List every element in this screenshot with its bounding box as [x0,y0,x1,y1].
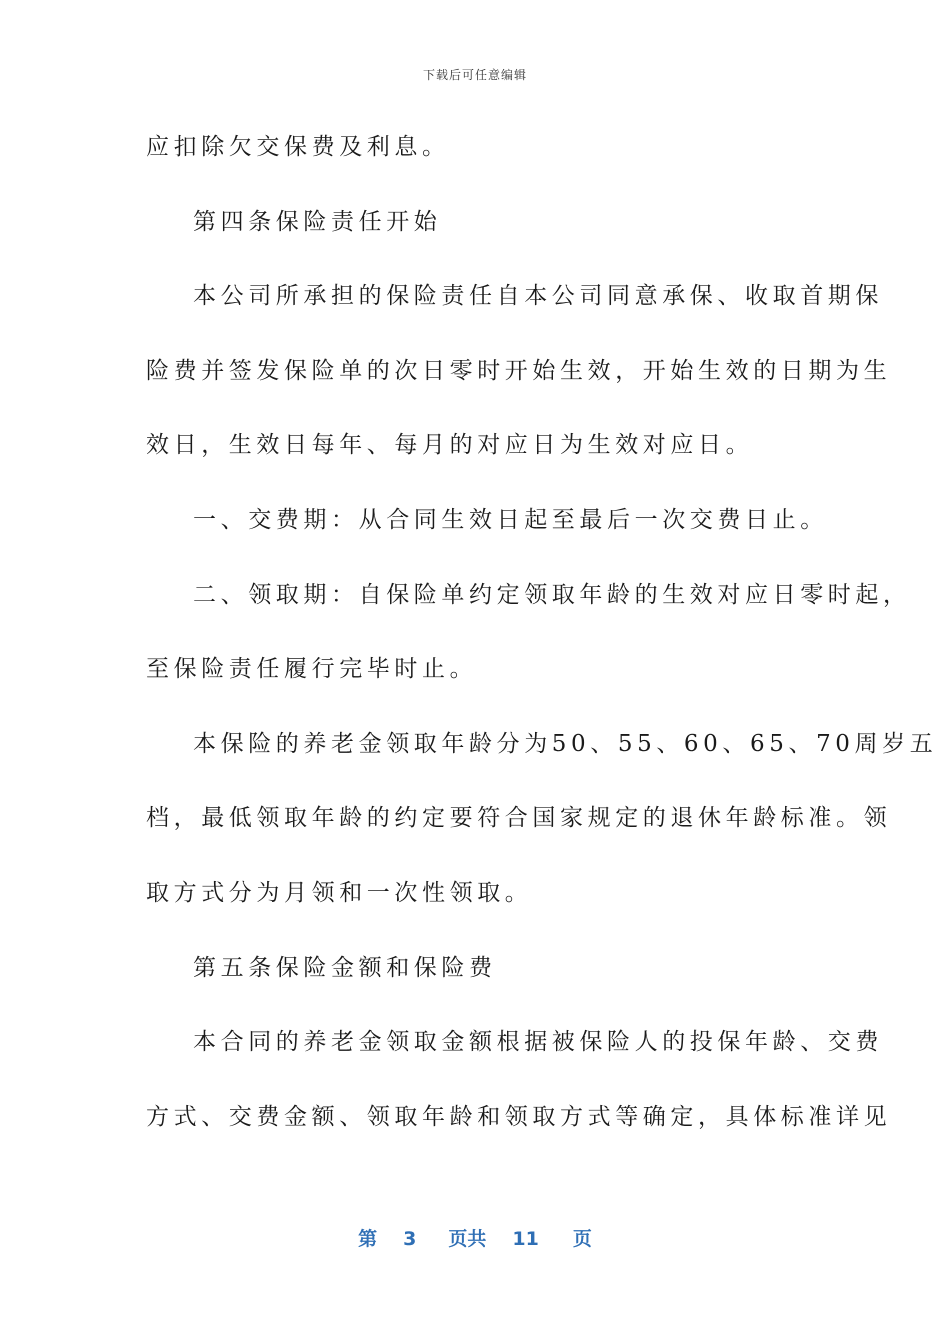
text-line: 方式、交费金额、领取年龄和领取方式等确定，具体标准详见 [146,1103,892,1130]
text-line: 本保险的养老金领取年龄分为50、55、60、65、70周岁五 [193,730,938,757]
text-line: 险费并签发保险单的次日零时开始生效，开始生效的日期为生 [146,357,892,384]
page-footer [0,1224,950,1251]
text-line: 档，最低领取年龄的约定要符合国家规定的退休年龄标准。领 [146,805,892,832]
text-line: 第五条保险金额和保险费 [193,954,497,981]
text-line: 应扣除欠交保费及利息。 [146,134,450,160]
footer-current-page: 3 [403,1228,417,1250]
text-line: 本合同的养老金领取金额根据被保险人的投保年龄、交费 [193,1029,883,1056]
text-line: 至保险责任履行完毕时止。 [146,656,478,683]
text-line: 效日，生效日每年、每月的对应日为生效对应日。 [146,432,754,459]
footer-total-pages: 11 [512,1228,539,1250]
footer-suffix: 页 [572,1228,592,1250]
page-header-note: 下载后可任意编辑 [422,68,527,82]
text-line: 二、领取期：自保险单约定领取年龄的生效对应日零时起， [193,581,911,608]
text-line: 本公司所承担的保险责任自本公司同意承保、收取首期保 [193,283,883,310]
footer-prefix: 第 [358,1228,378,1250]
text-line: 第四条保险责任开始 [193,208,442,235]
footer-middle: 页共 [448,1228,487,1250]
document-body [146,120,938,1164]
text-line: 取方式分为月领和一次性领取。 [146,879,533,906]
text-line: 一、交费期：从合同生效日起至最后一次交费日止。 [193,506,828,533]
